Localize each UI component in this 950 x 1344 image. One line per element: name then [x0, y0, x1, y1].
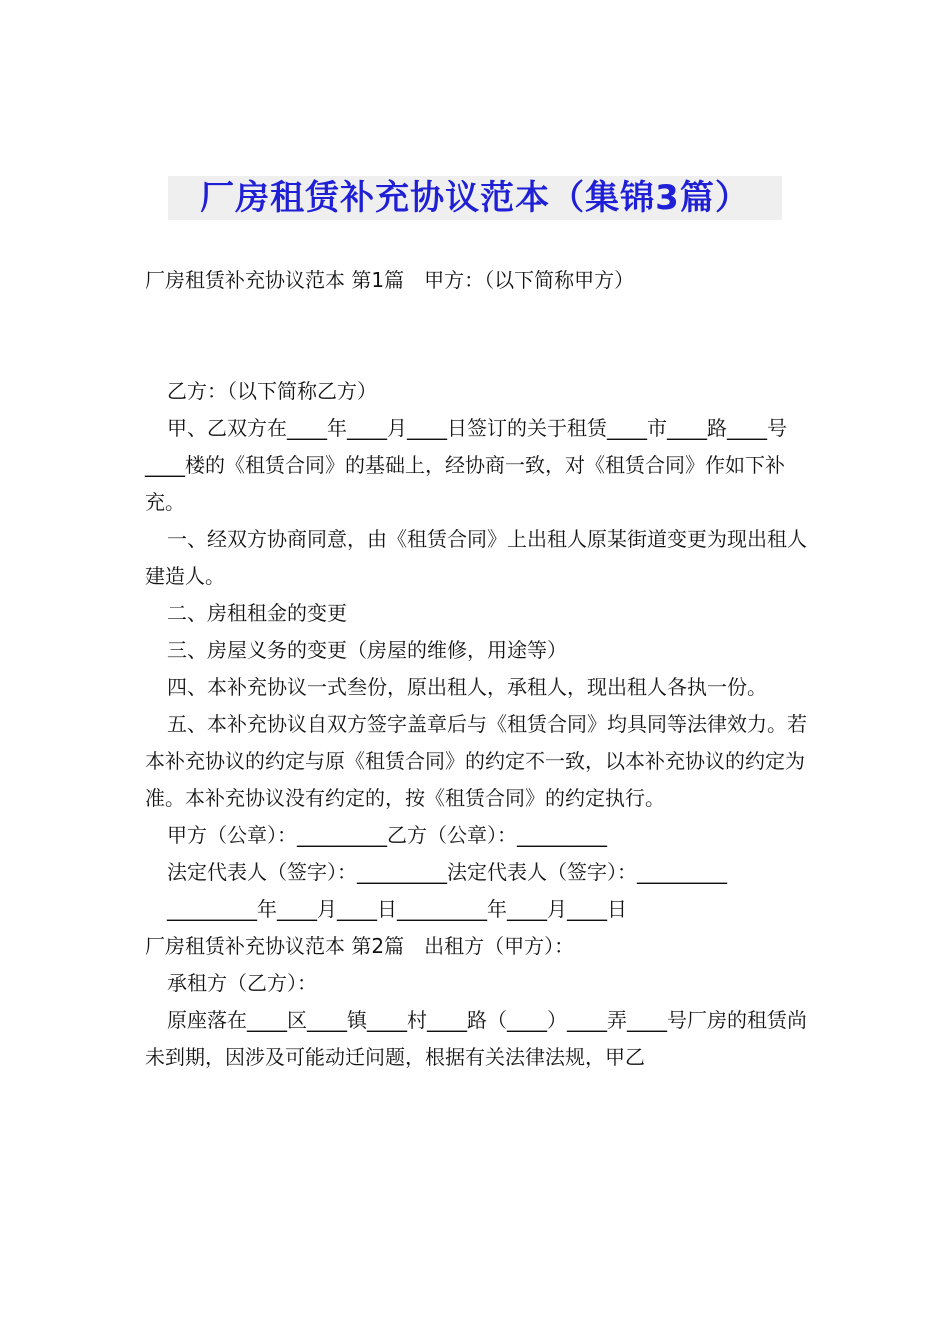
document-title: 厂房租赁补充协议范本（集锦3篇）: [200, 178, 750, 218]
paragraph-5: 二、房租租金的变更: [167, 601, 347, 625]
paragraph-11: 原座落在____区____镇____村____路（____）____弄____号厂房的租赁尚未到期，因涉及可能动迁问题，根据有关法律法规，甲乙: [145, 1008, 807, 1069]
paragraph-3: 甲、乙双方在____年____月____日签订的关于租赁____市____路____号____楼的《租赁合同》的基础上，经协商一致，对《租赁合同》作如下补充。: [145, 416, 787, 514]
paragraph-2: 乙方：（以下简称乙方）: [167, 379, 377, 403]
paragraph-8: 五、本补充协议自双方签字盖章后与《租赁合同》均具同等法律效力。若本补充协议的约定与原《租赁合同》的约定不一致，以本补充协议的约定为准。本补充协议没有约定的，按《租赁合同》的约定执行。: [145, 712, 807, 810]
document-body: [145, 262, 810, 1076]
paragraph-6: 三、房屋义务的变更（房屋的维修，用途等）: [167, 638, 567, 662]
paragraph-9: 厂房租赁补充协议范本 第2篇 出租方（甲方）：: [145, 934, 575, 958]
signature-seal-line: 甲方（公章）：_________乙方（公章）：_________: [167, 823, 607, 847]
signature-representative-line: 法定代表人（签字）：_________法定代表人（签字）：_________: [167, 860, 727, 884]
spacer: [145, 299, 810, 373]
paragraph-1: 厂房租赁补充协议范本 第1篇 甲方：（以下简称甲方）: [145, 268, 635, 292]
paragraph-4: 一、经双方协商同意，由《租赁合同》上出租人原某街道变更为现出租人建造人。: [145, 527, 807, 588]
paragraph-10: 承租方（乙方）：: [167, 971, 317, 995]
signature-date-line: _________年____月____日_________年____月____日: [167, 897, 627, 921]
paragraph-7: 四、本补充协议一式叁份，原出租人，承租人，现出租人各执一份。: [167, 675, 767, 699]
